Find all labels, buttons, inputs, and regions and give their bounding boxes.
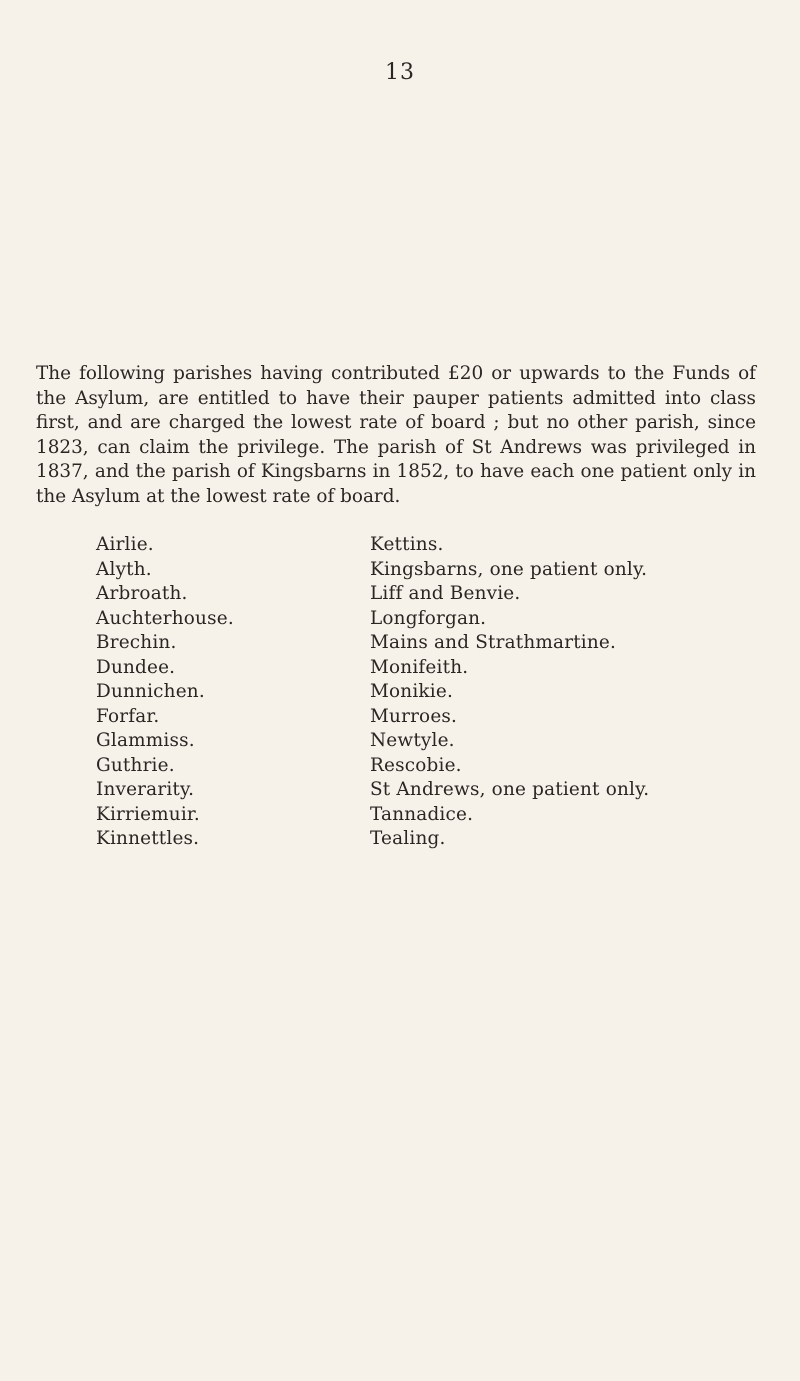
parish-item: St Andrews, one patient only. [370, 779, 650, 800]
parish-item: Dundee. [96, 656, 176, 678]
parish-column-right [370, 533, 649, 852]
parish-item: Longforgan. [370, 607, 487, 629]
parish-item: Monikie. [370, 681, 453, 702]
parish-item: Arbroath. [96, 583, 188, 604]
parish-item: Mains and Strathmartine. [370, 632, 617, 653]
parish-item: Tannadice. [370, 803, 474, 825]
parish-item: Glammiss. [96, 730, 195, 751]
parish-item: Monifeith. [370, 656, 469, 678]
intro-paragraph: The following parishes having contributed £20 or upwards to the Funds of the Asylum, are entitled to have their pauper patients admitted into class first, and are charged the lowest rate of board ; but no other parish, since 1823, can claim the privilege. The parish of St Andrews was privileged in 1837, and the parish of Kingsbarns in 1852, to have each one patient only in the Asylum at the lowest rate of board. [36, 363, 756, 507]
parish-item: Kettins. [370, 534, 444, 555]
parish-item: Auchterhouse. [96, 607, 234, 629]
parish-item: Inverarity. [96, 779, 195, 800]
page-number: 13 [385, 60, 415, 85]
parish-item: Liff and Benvie. [370, 583, 521, 604]
parish-item: Airlie. [96, 534, 154, 555]
parish-item: Tealing. [370, 828, 446, 849]
parish-column-left [96, 533, 234, 852]
parish-item: Alyth. [96, 558, 152, 580]
parish-item: Brechin. [96, 632, 177, 653]
parish-item: Murroes. [370, 705, 458, 727]
parish-item: Dunnichen. [96, 681, 205, 702]
parish-item: Kirriemuir. [96, 803, 200, 825]
parish-item: Rescobie. [370, 754, 462, 776]
parish-item: Kinnettles. [96, 828, 200, 849]
parish-item: Kingsbarns, one patient only. [370, 558, 648, 580]
parish-item: Newtyle. [370, 730, 455, 751]
parish-item: Guthrie. [96, 754, 175, 776]
parish-item: Forfar. [96, 705, 160, 727]
